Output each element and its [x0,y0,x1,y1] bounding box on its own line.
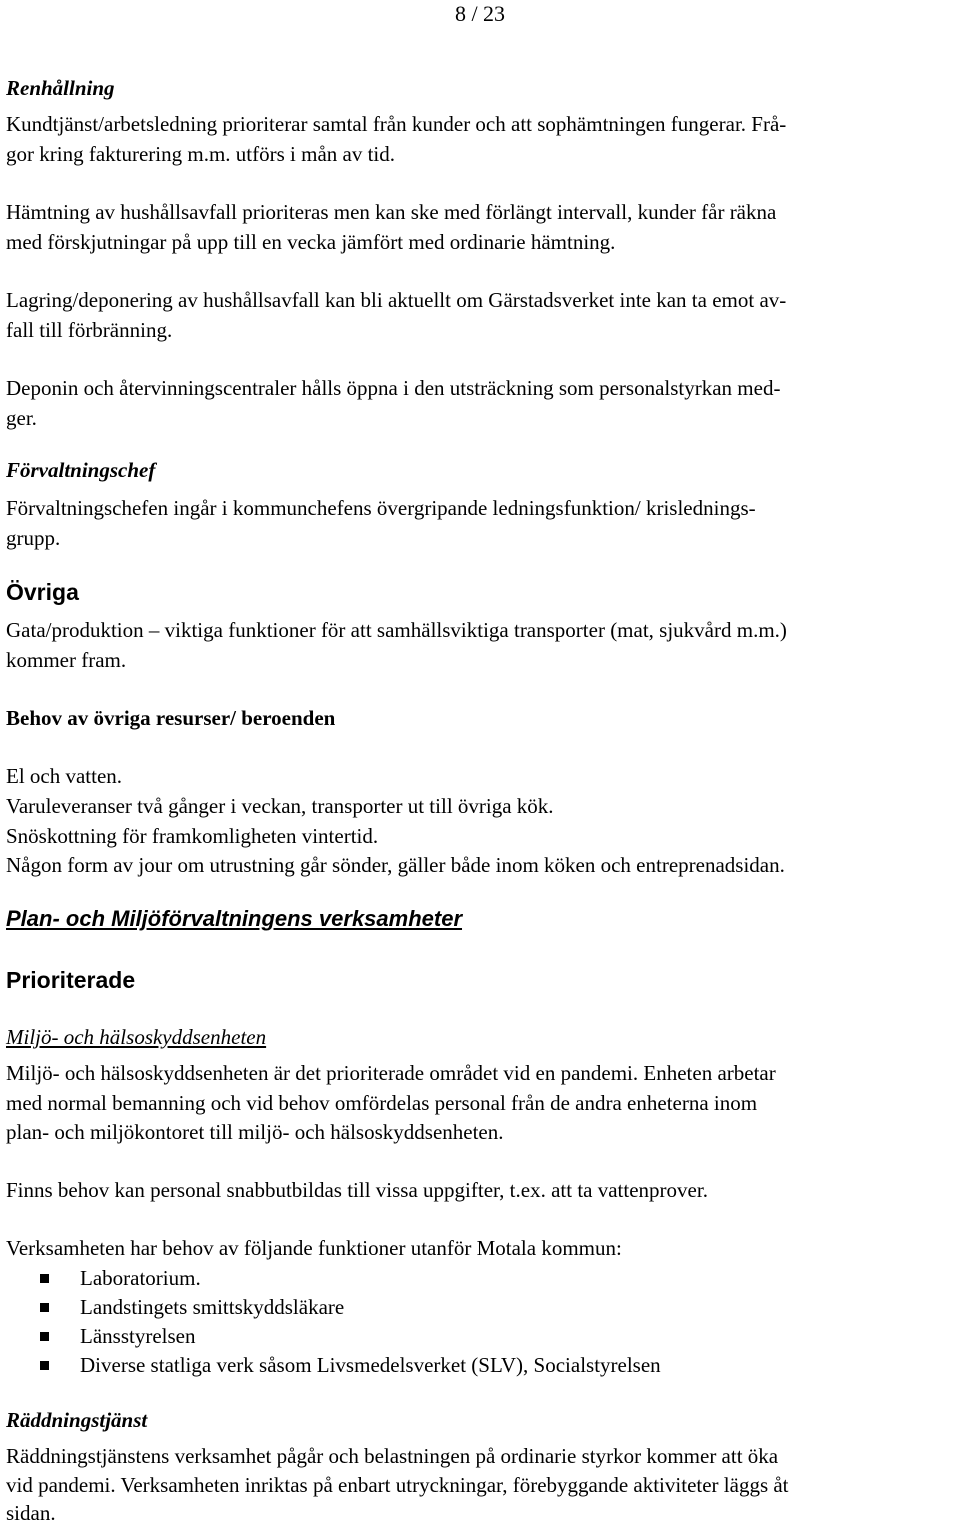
section-heading-behov: Behov av övriga resurser/ beroenden [6,706,336,730]
paragraph-line: fall till förbränning. [6,318,173,342]
paragraph-line: Miljö- och hälsoskyddsenheten är det prioriterade området vid en pandemi. Enheten arbetar [6,1061,776,1085]
section-heading-ovriga: Övriga [6,579,79,605]
bullet-square-icon [40,1361,49,1370]
paragraph-line: plan- och miljökontoret till miljö- och hälsoskyddsenheten. [6,1120,504,1144]
paragraph-line: Verksamheten har behov av följande funktioner utanför Motala kommun: [6,1236,622,1260]
paragraph-line: Finns behov kan personal snabbutbildas till vissa uppgifter, t.ex. att ta vattenprover. [6,1178,708,1202]
paragraph-line: Förvaltningschefen ingår i kommunchefens övergripande ledningsfunktion/ krislednings- [6,496,756,520]
paragraph-line: Deponin och återvinningscentraler hålls öppna i den utsträckning som personalstyrkan med- [6,376,781,400]
list-line: Någon form av jour om utrustning går sönder, gäller både inom köken och entreprenadsidan. [6,853,785,877]
section-heading-plan: Plan- och Miljöförvaltningens verksamheter [6,906,463,931]
paragraph-line: med förskjutningar på upp till en vecka jämfört med ordinarie hämtning. [6,230,616,254]
paragraph-line: sidan. [6,1501,56,1525]
paragraph-line: ger. [6,406,37,430]
section-heading-miljo: Miljö- och hälsoskyddsenheten [6,1025,267,1049]
bullet-item: Diverse statliga verk såsom Livsmedelsverket (SLV), Socialstyrelsen [80,1353,661,1377]
section-heading-forvaltningschef: Förvaltningschef [6,458,156,482]
paragraph-line: Räddningstjänstens verksamhet pågår och belastningen på ordinarie styrkor kommer att öka [6,1444,779,1468]
paragraph-line: vid pandemi. Verksamheten inriktas på enbart utryckningar, förebyggande aktiviteter läggs åt [6,1473,789,1497]
list-line: Varuleveranser två gånger i veckan, transporter ut till övriga kök. [6,794,554,818]
paragraph-line: med normal bemanning och vid behov omfördelas personal från de andra enheterna inom [6,1091,758,1115]
bullet-square-icon [40,1332,49,1341]
paragraph-line: grupp. [6,526,61,550]
paragraph-line: Lagring/deponering av hushållsavfall kan bli aktuellt om Gärstadsverket inte kan ta emot av- [6,288,787,312]
page-number: 8 / 23 [454,1,506,26]
bullet-item: Laboratorium. [80,1266,201,1290]
bullet-square-icon [40,1274,49,1283]
paragraph-line: Hämtning av hushållsavfall prioriteras men kan ske med förlängt intervall, kunder får räkna [6,200,777,224]
subheading-prioriterade: Prioriterade [6,967,136,993]
section-heading-raddning: Räddningstjänst [6,1408,148,1432]
list-line: Snöskottning för framkomligheten vintertid. [6,824,379,848]
bullet-square-icon [40,1303,49,1312]
list-line: El och vatten. [6,764,123,788]
bullet-item: Länsstyrelsen [80,1324,196,1348]
paragraph-line: gor kring fakturering m.m. utförs i mån av tid. [6,142,396,166]
paragraph-line: Kundtjänst/arbetsledning prioriterar samtal från kunder och att sophämtningen fungerar. Frå- [6,112,787,136]
section-heading-renhallning: Renhållning [6,76,115,100]
paragraph-line: Gata/produktion – viktiga funktioner för att samhällsviktiga transporter (mat, sjukvård m.m.) [6,618,787,642]
paragraph-line: kommer fram. [6,648,127,672]
bullet-item: Landstingets smittskyddsläkare [80,1295,345,1319]
